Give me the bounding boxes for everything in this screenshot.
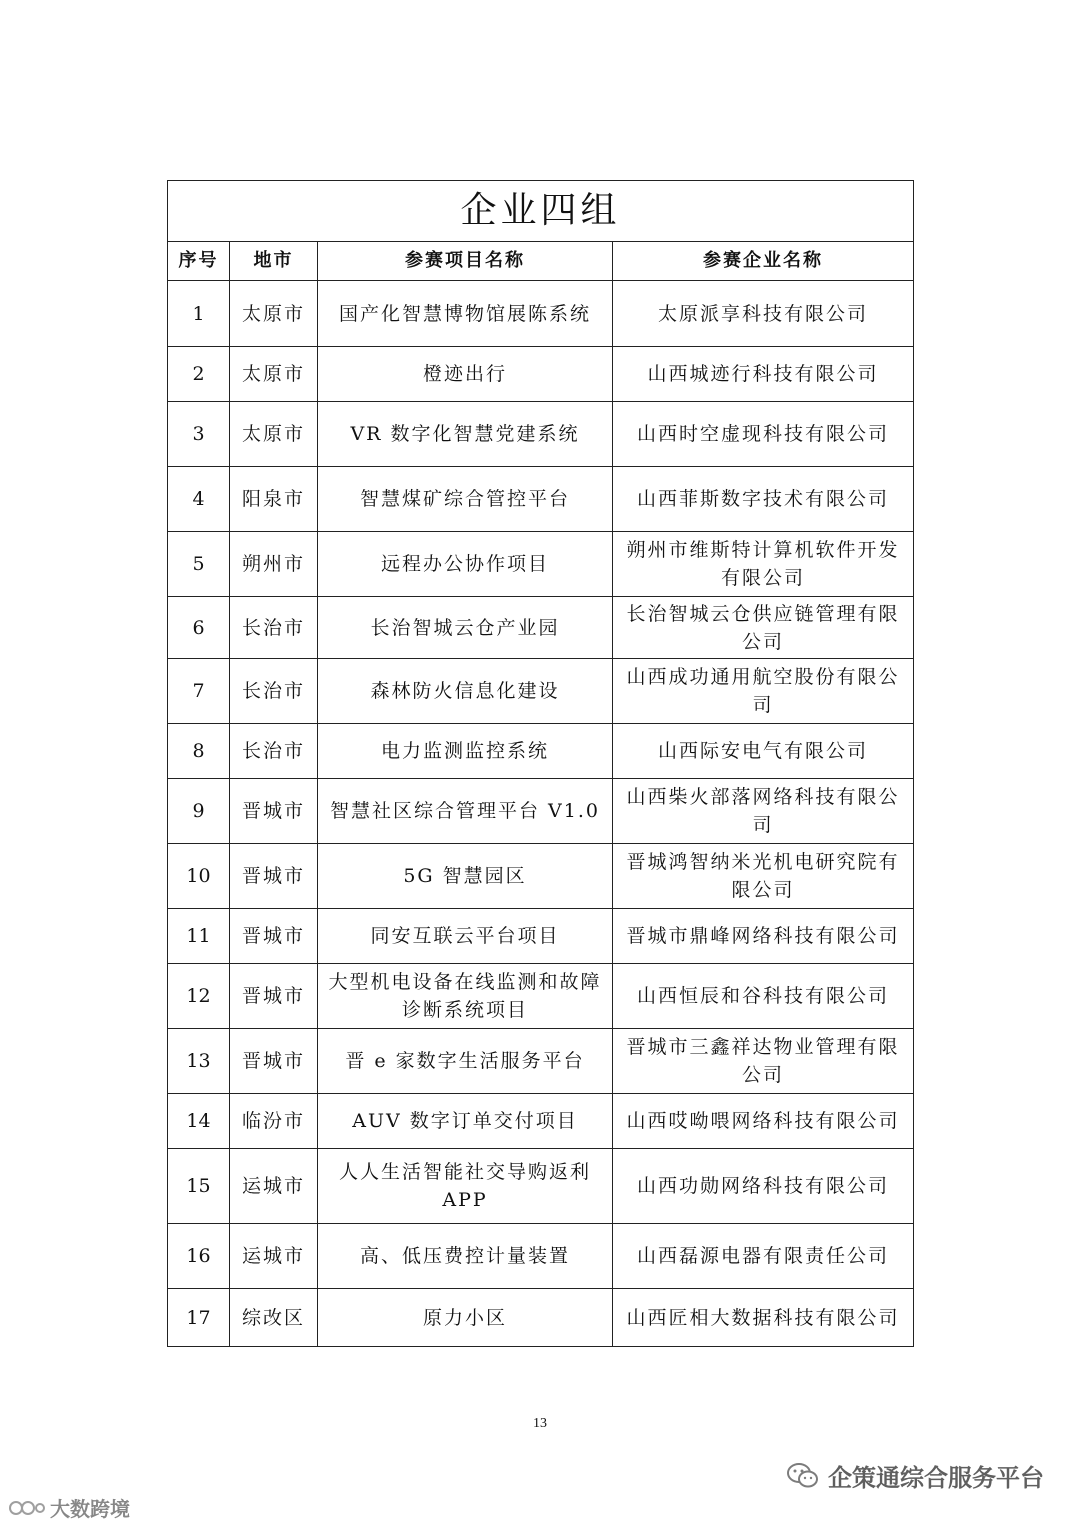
cell-city: 太原市 <box>230 347 318 402</box>
cell-no: 17 <box>168 1289 230 1347</box>
cell-no: 1 <box>168 281 230 347</box>
table-row <box>168 964 914 1029</box>
cell-no: 2 <box>168 347 230 402</box>
cell-city: 晋城市 <box>230 844 318 909</box>
page-number: 13 <box>533 1416 547 1431</box>
cell-company: 山西磊源电器有限责任公司 <box>613 1224 914 1289</box>
table-row <box>168 909 914 964</box>
cell-no: 13 <box>168 1029 230 1094</box>
cell-company: 山西城迹行科技有限公司 <box>613 347 914 402</box>
cell-no: 7 <box>168 659 230 724</box>
cell-project: VR 数字化智慧党建系统 <box>318 402 613 467</box>
cell-city: 综改区 <box>230 1289 318 1347</box>
cell-no: 11 <box>168 909 230 964</box>
cell-company: 山西柴火部落网络科技有限公司 <box>613 779 914 844</box>
cell-company: 山西功勋网络科技有限公司 <box>613 1149 914 1224</box>
cell-company: 太原派享科技有限公司 <box>613 281 914 347</box>
cell-city: 晋城市 <box>230 964 318 1029</box>
cell-no: 8 <box>168 724 230 779</box>
brand-logo-icon <box>8 1498 46 1518</box>
table-header-row <box>168 242 914 281</box>
cell-company: 山西时空虚现科技有限公司 <box>613 402 914 467</box>
cell-project: 晋 e 家数字生活服务平台 <box>318 1029 613 1094</box>
table-row <box>168 724 914 779</box>
cell-project: 智慧煤矿综合管控平台 <box>318 467 613 532</box>
cell-no: 14 <box>168 1094 230 1149</box>
cell-city: 运城市 <box>230 1149 318 1224</box>
table-row <box>168 1094 914 1149</box>
cell-city: 晋城市 <box>230 1029 318 1094</box>
cell-project: 智慧社区综合管理平台 V1.0 <box>318 779 613 844</box>
table-row <box>168 1289 914 1347</box>
cell-project: 高、低压费控计量装置 <box>318 1224 613 1289</box>
cell-city: 晋城市 <box>230 909 318 964</box>
cell-project: 远程办公协作项目 <box>318 532 613 597</box>
table-row <box>168 532 914 597</box>
cell-project: 长治智城云仓产业园 <box>318 597 613 659</box>
table-row <box>168 779 914 844</box>
cell-city: 长治市 <box>230 597 318 659</box>
cell-project: 大型机电设备在线监测和故障诊断系统项目 <box>318 964 613 1029</box>
cell-company: 山西菲斯数字技术有限公司 <box>613 467 914 532</box>
cell-no: 4 <box>168 467 230 532</box>
cell-company: 山西哎呦喂网络科技有限公司 <box>613 1094 914 1149</box>
table-row <box>168 467 914 532</box>
cell-project: 橙迹出行 <box>318 347 613 402</box>
table-row <box>168 844 914 909</box>
table-row <box>168 1224 914 1289</box>
cell-company: 晋城市三鑫祥达物业管理有限公司 <box>613 1029 914 1094</box>
table-row <box>168 347 914 402</box>
cell-company: 晋城鸿智纳米光机电研究院有限公司 <box>613 844 914 909</box>
cell-project: 人人生活智能社交导购返利 APP <box>318 1149 613 1224</box>
cell-no: 3 <box>168 402 230 467</box>
cell-company: 山西际安电气有限公司 <box>613 724 914 779</box>
competition-table <box>167 180 914 1347</box>
cell-city: 太原市 <box>230 402 318 467</box>
cell-city: 太原市 <box>230 281 318 347</box>
cell-company: 长治智城云仓供应链管理有限公司 <box>613 597 914 659</box>
watermark-brand <box>8 1493 130 1522</box>
cell-no: 10 <box>168 844 230 909</box>
cell-project: 同安互联云平台项目 <box>318 909 613 964</box>
cell-company: 晋城市鼎峰网络科技有限公司 <box>613 909 914 964</box>
wechat-icon <box>786 1462 820 1490</box>
cell-city: 晋城市 <box>230 779 318 844</box>
cell-project: 电力监测监控系统 <box>318 724 613 779</box>
table-row <box>168 1149 914 1224</box>
table-title: 企业四组 <box>168 181 914 242</box>
cell-project: 5G 智慧园区 <box>318 844 613 909</box>
table-row <box>168 402 914 467</box>
cell-company: 山西匠相大数据科技有限公司 <box>613 1289 914 1347</box>
watermark-brand-text: 大数跨境 <box>50 1497 130 1521</box>
table-row <box>168 1029 914 1094</box>
cell-no: 6 <box>168 597 230 659</box>
cell-city: 临汾市 <box>230 1094 318 1149</box>
cell-project: 国产化智慧博物馆展陈系统 <box>318 281 613 347</box>
cell-company: 朔州市维斯特计算机软件开发有限公司 <box>613 532 914 597</box>
cell-city: 长治市 <box>230 724 318 779</box>
cell-company: 山西恒辰和谷科技有限公司 <box>613 964 914 1029</box>
header-no: 序号 <box>168 242 230 281</box>
header-company: 参赛企业名称 <box>613 242 914 281</box>
cell-city: 阳泉市 <box>230 467 318 532</box>
watermark-platform <box>786 1458 1044 1493</box>
cell-city: 朔州市 <box>230 532 318 597</box>
cell-no: 5 <box>168 532 230 597</box>
cell-no: 9 <box>168 779 230 844</box>
cell-no: 12 <box>168 964 230 1029</box>
header-project: 参赛项目名称 <box>318 242 613 281</box>
cell-company: 山西成功通用航空股份有限公司 <box>613 659 914 724</box>
table-row <box>168 597 914 659</box>
watermark-platform-text: 企策通综合服务平台 <box>828 1464 1044 1492</box>
header-city: 地市 <box>230 242 318 281</box>
cell-no: 16 <box>168 1224 230 1289</box>
cell-project: 原力小区 <box>318 1289 613 1347</box>
cell-city: 运城市 <box>230 1224 318 1289</box>
cell-project: AUV 数字订单交付项目 <box>318 1094 613 1149</box>
cell-project: 森林防火信息化建设 <box>318 659 613 724</box>
table-row <box>168 281 914 347</box>
cell-city: 长治市 <box>230 659 318 724</box>
cell-no: 15 <box>168 1149 230 1224</box>
table-row <box>168 659 914 724</box>
table-body <box>168 281 914 1347</box>
